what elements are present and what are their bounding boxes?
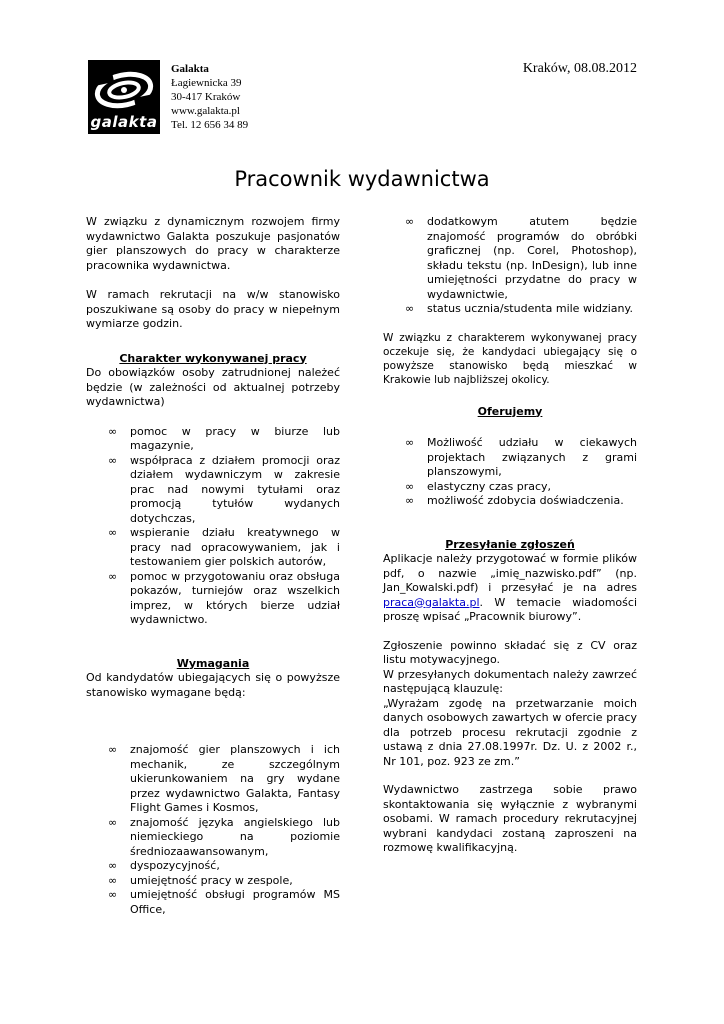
- list-item: ∞ dodatkowym atutem będzie znajomość programów do obróbki graficznej (np. Corel, Photoshop), składu tekstu (np. InDesign), lub inne umiejętności przydatne do pracy w wydawnictwie,: [405, 215, 637, 301]
- infinity-bullet-icon: ∞: [108, 815, 118, 829]
- location-note: W związku z charakterem wykonywanej pracy oczekuje się, że kandydaci ubiegający się o powyższe stanowisko będą mieszkać w Krakowie lub najbliższej okolicy.: [383, 331, 637, 386]
- intro-paragraph-1: W związku z dynamicznym rozwojem firmy wydawnictwo Galakta poszukuje pasjonatów gier planszowych do pracy w charakterze pracownika wydawnictwa.: [86, 215, 340, 272]
- right-column: [383, 215, 637, 856]
- list-item: ∞ znajomość języka angielskiego lub niemieckiego na poziomie średniozaawansowanym,: [108, 815, 340, 858]
- duties-heading: Charakter wykonywanej pracy: [119, 351, 307, 365]
- list-item: ∞ wspieranie działu kreatywnego w pracy nad opracowywaniem, jak i testowaniem gier polskich autorów,: [108, 526, 340, 568]
- infinity-bullet-icon: ∞: [108, 859, 118, 872]
- company-city: 30-417 Kraków: [171, 91, 241, 103]
- clause-intro: W przesyłanych dokumentach należy zawrzeć następującą klauzulę:: [383, 667, 637, 695]
- list-item: ∞ Możliwość udziału w ciekawych projektach związanych z grami planszowymi,: [405, 436, 637, 478]
- cv-note: Zgłoszenie powinno składać się z CV oraz listu motywacyjnego.: [383, 638, 637, 666]
- closing-paragraph: Wydawnictwo zastrzega sobie prawo skontaktowania się wyłącznie z wybranymi osobami. W ramach procedury rekrutacyjnej wybrani kandydaci zostaną zaproszeni na rozmowę kwalifikacyjną.: [383, 783, 637, 854]
- infinity-bullet-icon: ∞: [108, 526, 118, 539]
- infinity-bullet-icon: ∞: [405, 479, 415, 493]
- intro-paragraph-2: W ramach rekrutacji na w/w stanowisko poszukiwane są osoby do pracy w niepełnym wymiarze godzin.: [86, 288, 340, 330]
- galakta-logo: [88, 60, 160, 134]
- apply-heading: Przesyłanie zgłoszeń: [445, 537, 575, 551]
- email-link[interactable]: praca@galakta.pl: [383, 595, 480, 609]
- infinity-bullet-icon: ∞: [108, 888, 118, 901]
- offer-list: [383, 436, 637, 509]
- company-phone: Tel. 12 656 34 89: [171, 119, 249, 131]
- duties-list: [86, 425, 340, 628]
- list-item: ∞ dyspozycyjność,: [108, 859, 220, 872]
- company-address: [171, 62, 248, 132]
- company-street: Łagiewnicka 39: [171, 77, 242, 89]
- requirements-list: [86, 743, 340, 917]
- company-name: Galakta: [171, 63, 209, 75]
- company-website: www.galakta.pl: [171, 105, 240, 117]
- infinity-bullet-icon: ∞: [405, 494, 415, 507]
- list-item: ∞ pomoc w pracy w biurze lub magazynie,: [108, 424, 340, 452]
- apply-paragraph: Aplikacje należy przygotować w formie plików pdf, o nazwie „imię_nazwisko.pdf” (np. Jan_Kowalski.pdf) i przesyłać je na adres praca@galakta.pl. W temacie wiadomości proszę wpisać „Pracownik biurowy”.: [383, 552, 637, 623]
- infinity-bullet-icon: ∞: [405, 436, 415, 449]
- infinity-bullet-icon: ∞: [108, 453, 118, 467]
- requirements-intro: Od kandydatów ubiegających się o powyższe stanowisko wymagane będą:: [86, 671, 340, 699]
- left-column: [86, 215, 340, 917]
- extras-list: [383, 215, 637, 317]
- logo-wordmark: galakta: [90, 113, 158, 131]
- offer-heading: Oferujemy: [477, 404, 543, 418]
- requirements-heading: Wymagania: [176, 656, 250, 670]
- infinity-bullet-icon: ∞: [108, 569, 118, 583]
- list-item: ∞ status ucznia/studenta mile widziany.: [405, 302, 633, 315]
- infinity-bullet-icon: ∞: [405, 302, 415, 315]
- list-item: ∞ pomoc w przygotowaniu oraz obsługa pokazów, turniejów oraz wszelkich imprez, w których bierze udział wydawnictwo.: [108, 569, 340, 626]
- infinity-bullet-icon: ∞: [108, 743, 118, 756]
- document-date: Kraków, 08.08.2012: [522, 61, 637, 76]
- infinity-bullet-icon: ∞: [108, 873, 118, 887]
- list-item: ∞ możliwość zdobycia doświadczenia.: [405, 494, 624, 507]
- list-item: ∞ umiejętność pracy w zespole,: [108, 873, 293, 887]
- list-item: ∞ znajomość gier planszowych i ich mechanik, ze szczególnym ukierunkowaniem na gry wydane przez wydawnictwo Galakta, Fantasy Flight Games i Kosmos,: [108, 743, 340, 814]
- list-item: ∞ współpraca z działem promocji oraz działem wydawniczym w zakresie prac nad nowymi tytułami oraz promocją tytułów wydanych dotychczas,: [108, 453, 340, 525]
- page-title: Pracownik wydawnictwa: [234, 167, 490, 191]
- list-item: ∞ umiejętność obsługi programów MS Office,: [108, 888, 340, 916]
- galakta-logo-swirl-icon: [88, 60, 160, 116]
- infinity-bullet-icon: ∞: [405, 215, 415, 228]
- list-item: ∞ elastyczny czas pracy,: [405, 479, 552, 493]
- infinity-bullet-icon: ∞: [108, 424, 118, 438]
- duties-intro: Do obowiązków osoby zatrudnionej należeć będzie (w zależności od aktualnej potrzeby wydawnictwa): [86, 366, 340, 408]
- consent-clause: „Wyrażam zgodę na przetwarzanie moich danych osobowych zawartych w ofercie pracy dla potrzeb procesu rekrutacji zgodnie z ustawą z dnia 27.08.1997r. Dz. U. z 2002 r., Nr 101, poz. 923 ze zm.”: [383, 696, 637, 768]
